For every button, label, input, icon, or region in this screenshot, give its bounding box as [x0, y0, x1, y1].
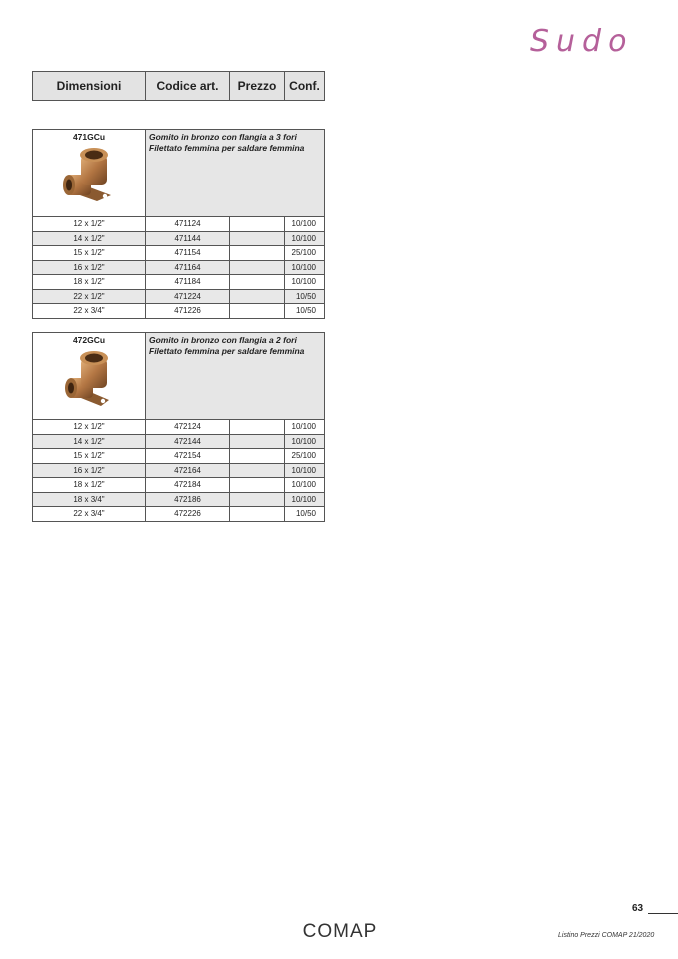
product-description-line: Gomito in bronzo con flangia a 2 fori [149, 335, 297, 345]
product-description-line: Filettato femmina per saldare femmina [149, 346, 305, 356]
pack-cell: 25/100 [285, 449, 325, 464]
article-code-cell: 471184 [146, 275, 230, 290]
table-row [33, 492, 325, 507]
product-table-471gcu [32, 129, 325, 319]
dimension-cell: 22 x 3/4" [33, 304, 146, 319]
pack-cell: 10/100 [285, 260, 325, 275]
dimension-cell: 15 x 1/2" [33, 246, 146, 261]
pack-cell: 10/50 [285, 289, 325, 304]
pack-cell: 10/100 [285, 231, 325, 246]
brand-title: Sudo [530, 24, 634, 59]
table-row [33, 304, 325, 319]
column-header-dimensioni: Dimensioni [33, 72, 146, 101]
pack-cell: 10/100 [285, 434, 325, 449]
dimension-cell: 18 x 1/2" [33, 478, 146, 493]
pack-cell: 10/100 [285, 492, 325, 507]
product-description [146, 130, 325, 217]
table-row [33, 507, 325, 522]
pack-cell: 10/100 [285, 463, 325, 478]
price-cell [230, 289, 285, 304]
price-cell [230, 478, 285, 493]
pack-cell: 25/100 [285, 246, 325, 261]
page-number: 63 [632, 903, 644, 914]
article-code-cell: 471164 [146, 260, 230, 275]
table-row [33, 289, 325, 304]
product-description [146, 333, 325, 420]
table-row [33, 246, 325, 261]
price-cell [230, 449, 285, 464]
article-code-cell: 472164 [146, 463, 230, 478]
article-code-cell: 472184 [146, 478, 230, 493]
dimension-cell: 14 x 1/2" [33, 231, 146, 246]
dimension-cell: 18 x 3/4" [33, 492, 146, 507]
article-code-cell: 472124 [146, 420, 230, 435]
article-code-cell: 471144 [146, 231, 230, 246]
logo-text: COMAP [302, 921, 378, 942]
article-code-cell: 472226 [146, 507, 230, 522]
column-header-prezzo: Prezzo [230, 72, 285, 101]
price-cell [230, 275, 285, 290]
table-row [33, 260, 325, 275]
table-row [33, 275, 325, 290]
footer-price-list-label: Listino Prezzi COMAP 21/2020 [558, 932, 655, 939]
table-row [33, 420, 325, 435]
bronze-elbow-3-hole-flange-icon [57, 145, 121, 209]
pack-cell: 10/100 [285, 420, 325, 435]
article-code-cell: 471226 [146, 304, 230, 319]
column-header-conf: Conf. [285, 72, 325, 101]
product-code: 471GCu [72, 132, 106, 142]
pack-cell: 10/100 [285, 275, 325, 290]
page-number-rule [648, 913, 678, 914]
table-row [33, 449, 325, 464]
article-code-cell: 471154 [146, 246, 230, 261]
product-image-cell [33, 333, 146, 420]
table-row [33, 434, 325, 449]
dimension-cell: 22 x 1/2" [33, 289, 146, 304]
product-table-472gcu [32, 332, 325, 522]
dimension-cell: 12 x 1/2" [33, 217, 146, 232]
dimension-cell: 16 x 1/2" [33, 260, 146, 275]
article-code-cell: 472154 [146, 449, 230, 464]
pack-cell: 10/50 [285, 304, 325, 319]
dimension-cell: 16 x 1/2" [33, 463, 146, 478]
price-cell [230, 260, 285, 275]
dimension-cell: 22 x 3/4" [33, 507, 146, 522]
pack-cell: 10/100 [285, 217, 325, 232]
column-header-codice: Codice art. [146, 72, 230, 101]
column-header-table [32, 71, 325, 101]
table-row [33, 217, 325, 232]
price-cell [230, 304, 285, 319]
price-cell [230, 463, 285, 478]
price-cell [230, 492, 285, 507]
article-code-cell: 471124 [146, 217, 230, 232]
bronze-elbow-2-hole-flange-icon [57, 348, 121, 412]
pack-cell: 10/50 [285, 507, 325, 522]
dimension-cell: 14 x 1/2" [33, 434, 146, 449]
product-description-line: Gomito in bronzo con flangia a 3 fori [149, 132, 297, 142]
price-cell [230, 420, 285, 435]
article-code-cell: 471224 [146, 289, 230, 304]
dimension-cell: 12 x 1/2" [33, 420, 146, 435]
dimension-cell: 15 x 1/2" [33, 449, 146, 464]
dimension-cell: 18 x 1/2" [33, 275, 146, 290]
price-cell [230, 231, 285, 246]
product-image-cell [33, 130, 146, 217]
article-code-cell: 472144 [146, 434, 230, 449]
price-cell [230, 507, 285, 522]
product-description-line: Filettato femmina per saldare femmina [149, 143, 305, 153]
table-row [33, 463, 325, 478]
price-cell [230, 434, 285, 449]
price-cell [230, 246, 285, 261]
comap-logo [287, 920, 393, 942]
table-row [33, 231, 325, 246]
table-row [33, 478, 325, 493]
product-code: 472GCu [72, 335, 106, 345]
article-code-cell: 472186 [146, 492, 230, 507]
pack-cell: 10/100 [285, 478, 325, 493]
price-cell [230, 217, 285, 232]
